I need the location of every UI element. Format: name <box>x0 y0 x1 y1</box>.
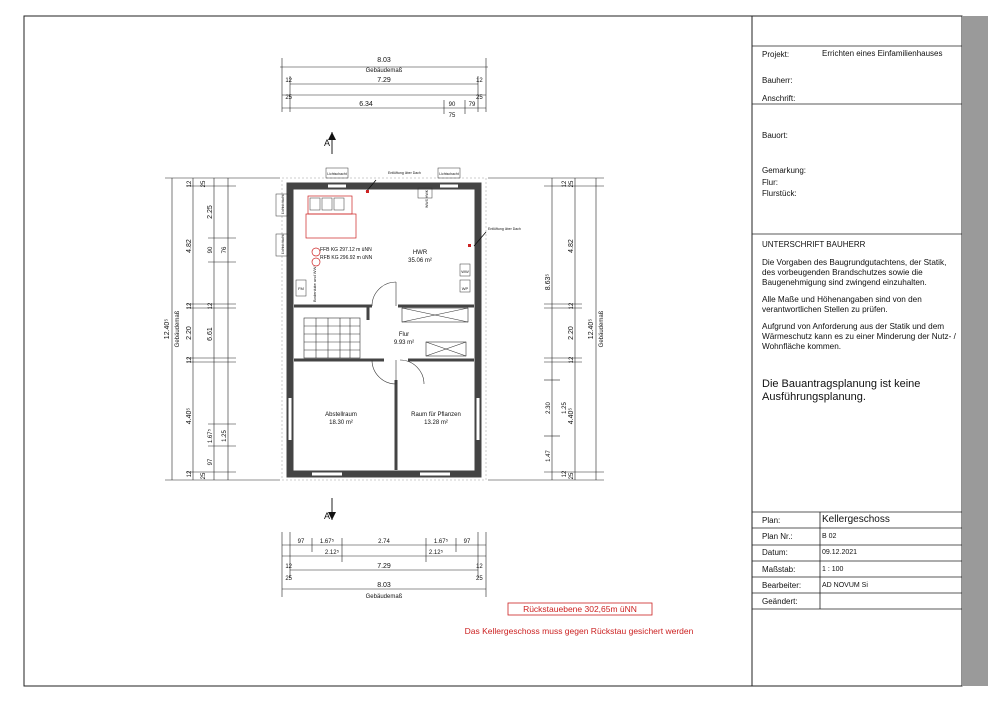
top-overall-dim: 8.03 <box>377 57 391 64</box>
backwater-note: Das Kellergeschoss muss gegen Rückstau gesichert werden <box>464 626 694 636</box>
appliance-label: WP <box>461 286 469 291</box>
left-b5: 76 <box>222 246 228 254</box>
bottom-wall-right: 12 <box>476 564 483 570</box>
left-b9: 1.25 <box>222 430 228 442</box>
right-b8: 4.40⁵ <box>568 407 575 425</box>
right-overall-label: Gebäudemaß <box>599 310 605 348</box>
datum-value: 09.12.2021 <box>822 549 858 556</box>
bottom-s5: 97 <box>463 539 471 545</box>
massstab-value: 1 : 100 <box>822 566 844 573</box>
exhaust-label-right: Entlüftung über Dach <box>488 227 521 231</box>
room-pflanzen-area: 13.28 m² <box>424 420 448 426</box>
vent-label-side-1: Lichtschacht <box>281 194 285 214</box>
note-1: Die Vorgaben des Baugrundgutachtens, der Statik, des vorbeugenden Brandschutzes sowie die Baugenehmigung sind zwingend einzuhalten. <box>762 258 947 287</box>
bottom-s4: 1.67⁵ <box>433 539 449 545</box>
right-b1: 12 <box>562 180 568 188</box>
bearbeiter-value: AD NOVUM Si <box>822 582 868 589</box>
left-b2: 25 <box>201 180 207 188</box>
top-overall-label: Gebäudemaß <box>365 68 403 74</box>
floor-plan <box>276 168 486 480</box>
flur-label: Flur: <box>762 178 778 187</box>
bottom-overall-dim: 8.03 <box>377 582 391 589</box>
left-b10: 97 <box>208 458 214 466</box>
datum-label: Datum: <box>762 548 788 557</box>
room-flur-area: 9.93 m² <box>393 340 415 346</box>
scan-edge-bar <box>962 16 988 686</box>
left-b8: 1.67⁵ <box>208 428 214 444</box>
title-block-notes <box>762 258 958 359</box>
bottom-s1: 97 <box>297 539 305 545</box>
top-wall-left: 12 <box>285 78 292 84</box>
right-a2: 2.30 <box>546 402 552 414</box>
bottom-s3: 2.74 <box>378 539 390 545</box>
top-seg-below: 75 <box>448 113 456 119</box>
right-b5: 2.20 <box>568 326 575 340</box>
warning-note: Die Bauantragsplanung ist keine Ausführungsplanung. <box>762 378 921 403</box>
left-b12: 25 <box>201 472 207 480</box>
vent-label-top-left: Lichtschacht <box>327 172 347 176</box>
projekt-value: Errichten eines Einfamilienhauses <box>822 49 943 58</box>
note-3: Aufgrund von Anforderung aus der Statik und dem Wärmeschutz kann es zu einer Minderung der Nutz- / Wohnfläche kommen. <box>762 322 956 351</box>
exhaust-label-top: Entlüftung über Dach <box>388 171 421 175</box>
plan-value: Kellergeschoss <box>822 514 890 525</box>
left-a4: 12 <box>187 356 193 364</box>
geaendert-label: Geändert: <box>762 597 798 606</box>
left-overall-dim: 12.40⁵ <box>164 318 171 340</box>
appliance-label-3: FM <box>298 286 304 291</box>
vent-label-top-right: Lichtschacht <box>439 172 459 176</box>
left-b11: 12 <box>187 470 193 478</box>
right-b10: 25 <box>569 472 575 480</box>
left-a2: 12 <box>187 302 193 310</box>
right-dimensions <box>488 178 604 480</box>
plannr-label: Plan Nr.: <box>762 532 793 541</box>
plan-label: Plan: <box>762 516 781 525</box>
right-a3: 1.47 <box>546 450 552 462</box>
level-ffb: FFB KG 297.12 m üNN <box>320 247 372 253</box>
unterschrift-bauherr: UNTERSCHRIFT BAUHERR <box>762 240 866 249</box>
right-overall-dim: 12.40⁵ <box>588 318 595 340</box>
left-a1: 4.82 <box>186 239 193 253</box>
bottom-25-left: 25 <box>285 576 292 582</box>
top-25-left: 25 <box>285 95 292 101</box>
appliance-label-2: WW <box>461 269 469 274</box>
projekt-label: Projekt: <box>762 50 790 59</box>
box-label: WWS HWK <box>425 189 429 208</box>
right-b9: 12 <box>562 470 568 478</box>
section-label-bottom: A <box>324 511 331 521</box>
left-a5: 4.40⁵ <box>186 407 193 425</box>
top-seg1: 6.34 <box>359 101 373 108</box>
bottom-o2: 2.12⁵ <box>428 550 444 556</box>
anschrift-label: Anschrift: <box>762 94 796 103</box>
section-label-top: A <box>324 138 331 148</box>
bottom-25-right: 25 <box>476 576 483 582</box>
top-inner-dim: 7.29 <box>377 77 391 84</box>
bottom-inner-dim: 7.29 <box>377 563 391 570</box>
left-b7: 12 <box>208 302 214 310</box>
left-b3: 2.25 <box>207 205 214 219</box>
note-2: Alle Maße und Höhenangaben sind von den verantwortlichen Stellen zu prüfen. <box>762 295 922 314</box>
left-b4: 90 <box>208 246 214 254</box>
plannr-value: B 02 <box>822 533 837 540</box>
right-b7: 1.25 <box>562 402 568 414</box>
room-hwr-area: 35.06 m² <box>408 258 432 264</box>
top-seg2: 90 <box>448 102 456 108</box>
backwater-level: Rückstauebene 302,65m üNN <box>523 604 637 614</box>
right-b3: 4.82 <box>568 239 575 253</box>
left-b6: 2.20 <box>186 326 193 340</box>
vent-label-side-2: Lichtschacht <box>281 234 285 254</box>
bottom-o1: 2.12⁵ <box>324 550 340 556</box>
room-flur-name: Flur <box>398 332 410 338</box>
flurstueck-label: Flurstück: <box>762 189 797 198</box>
room-abstellraum-name: Abstellraum <box>325 412 357 418</box>
bearbeiter-label: Bearbeiter: <box>762 581 802 590</box>
bauort-label: Bauort: <box>762 131 788 140</box>
top-seg3: 79 <box>468 102 476 108</box>
gemarkung-label: Gemarkung: <box>762 166 807 175</box>
bottom-wall-left: 12 <box>285 564 292 570</box>
room-pflanzen-name: Raum für Pflanzen <box>411 412 461 418</box>
bauherr-label: Bauherr: <box>762 76 793 85</box>
right-a1: 8.63⁵ <box>545 273 552 291</box>
left-b1: 12 <box>187 180 193 188</box>
right-b4: 12 <box>569 302 575 310</box>
top-wall-right: 12 <box>476 78 483 84</box>
bottom-s2: 1.67⁵ <box>319 539 335 545</box>
left-overall-label: Gebäudemaß <box>175 310 181 348</box>
massstab-label: Maßstab: <box>762 565 796 574</box>
right-b2: 25 <box>569 180 575 188</box>
room-abstellraum-area: 18.30 m² <box>329 420 353 426</box>
level-rfb: RFB KG 296.92 m üNN <box>320 255 373 261</box>
bottom-overall-label: Gebäudemaß <box>365 594 403 600</box>
stair-note: Bodenluke und WW <box>312 266 317 302</box>
top-25-right: 25 <box>476 95 483 101</box>
left-a3: 6.61 <box>207 327 214 341</box>
right-b6: 12 <box>569 356 575 364</box>
top-dimensions <box>280 58 488 114</box>
room-hwr-name: HWR <box>412 250 428 256</box>
